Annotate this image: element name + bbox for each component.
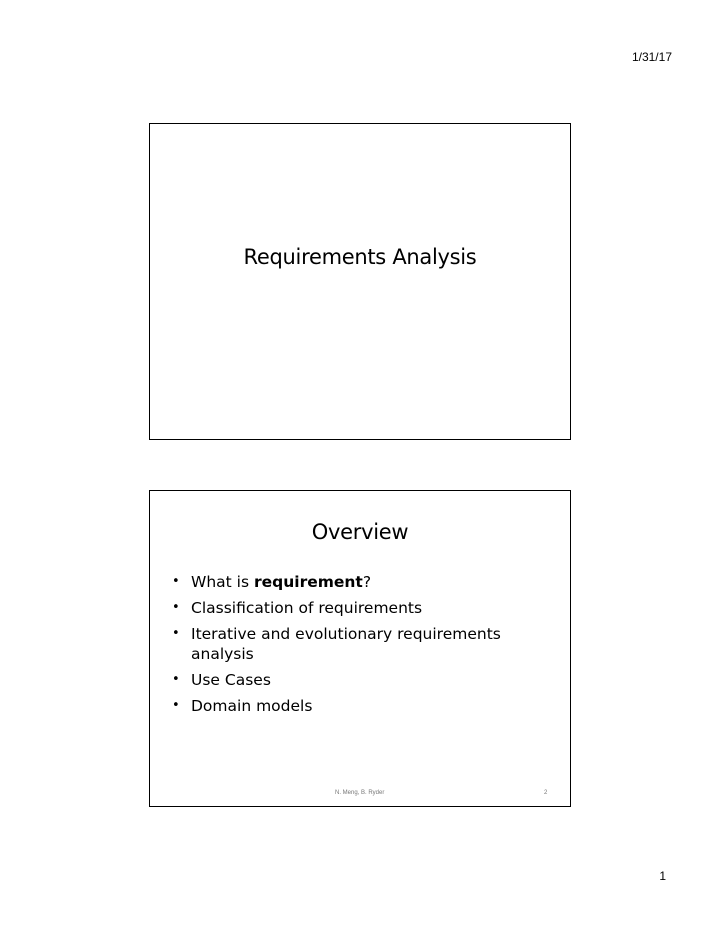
slide-title: Requirements Analysis bbox=[243, 245, 477, 269]
bullet-item bbox=[172, 621, 567, 664]
page-date: 1/31/17 bbox=[631, 50, 672, 64]
bullet-item bbox=[172, 667, 567, 693]
bullet-text-continuation: analysis bbox=[191, 645, 254, 663]
bullet-text-bold: requirement bbox=[253, 573, 363, 591]
bullet-icon: • bbox=[172, 600, 180, 615]
bullet-text: What is bbox=[191, 573, 254, 591]
bullet-icon: • bbox=[172, 626, 180, 641]
bullet-text: Iterative and evolutionary requirements bbox=[191, 625, 501, 643]
bullet-text: Domain models bbox=[191, 697, 313, 715]
bullet-text: ? bbox=[362, 573, 372, 591]
bullet-item bbox=[172, 569, 567, 595]
bullet-item bbox=[172, 693, 567, 719]
bullet-item bbox=[172, 595, 567, 621]
bullet-text: Classification of requirements bbox=[191, 599, 423, 617]
footer-authors: N. Meng, B. Ryder bbox=[335, 790, 385, 796]
bullet-icon: • bbox=[172, 574, 180, 589]
slide-2 bbox=[149, 490, 571, 807]
page-number: 1 bbox=[659, 869, 666, 883]
bullet-list bbox=[172, 569, 567, 719]
slide-1 bbox=[149, 123, 571, 440]
bullet-text: Use Cases bbox=[191, 671, 271, 689]
bullet-icon: • bbox=[172, 672, 180, 687]
slide-title: Overview bbox=[311, 520, 409, 544]
bullet-icon: • bbox=[172, 698, 180, 713]
footer-slide-number: 2 bbox=[544, 790, 548, 796]
